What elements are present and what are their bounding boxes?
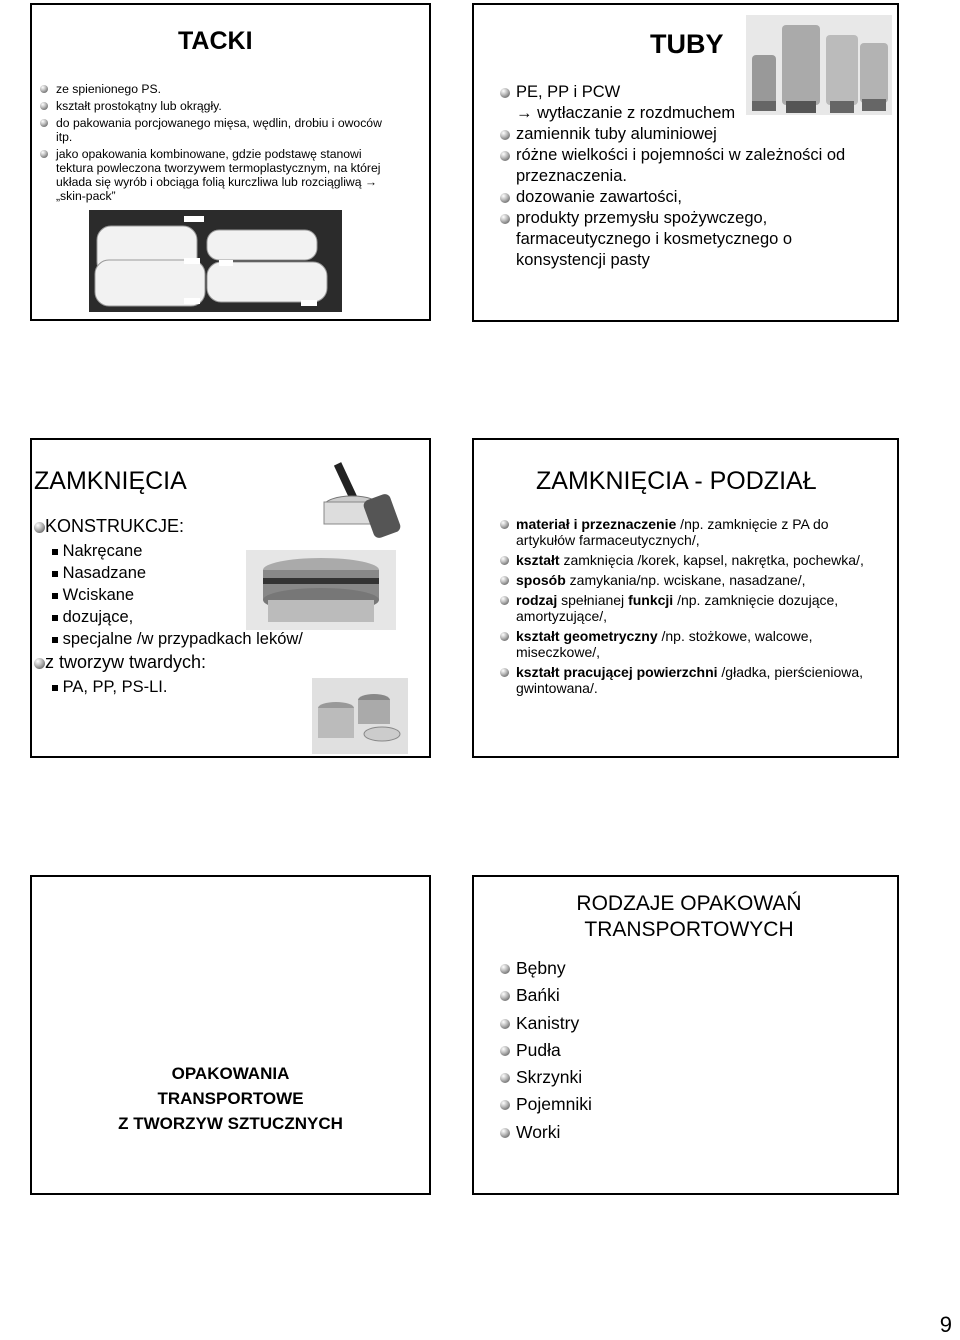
list-item: kształt pracującej powierzchni /gładka, pierścieniowa, gwintowana/. — [502, 664, 882, 696]
page-number: 9 — [939, 1312, 952, 1337]
slide-title: TUBY — [650, 29, 724, 59]
dispenser-closure-illustration — [292, 446, 402, 546]
list-item: dozowanie zawartości, — [502, 187, 882, 208]
bullet-icon — [52, 549, 58, 555]
bullet-icon — [500, 520, 509, 529]
slide-tuby — [472, 3, 899, 322]
bullet-icon — [500, 193, 510, 203]
list-item: Wciskane — [52, 584, 303, 606]
list-item: PE, PP i PCW → wytłaczanie z rozdmuchem — [502, 82, 882, 124]
bullet-icon — [500, 214, 510, 224]
bullet-icon — [500, 151, 510, 161]
list-item: Kanistry — [502, 1010, 592, 1037]
list-item: zamiennik tuby aluminiowej — [502, 124, 882, 145]
title-line: Z TWORZYW SZTUCZNYCH — [118, 1114, 343, 1133]
list-item: dozujące, — [52, 606, 303, 628]
slide-title: ZAMKNIĘCIA - PODZIAŁ — [536, 467, 817, 495]
list-item: rodzaj spełnianej funkcji /np. zamknięcie dozujące, amortyzujące/, — [502, 592, 882, 624]
bullet-list — [502, 955, 592, 1146]
bullet-icon — [500, 1100, 510, 1110]
bullet-icon — [500, 1073, 510, 1083]
list-item: produkty przemysłu spożywczego, farmaceutycznego i kosmetycznego o konsystencji pasty — [502, 208, 882, 271]
bullet-icon — [34, 522, 45, 533]
slide-title-block — [474, 891, 904, 943]
slide-opakowania-transportowe — [30, 875, 431, 1195]
title-line: OPAKOWANIA — [171, 1064, 290, 1083]
list-item: specjalne /w przypadkach leków/ — [52, 628, 303, 650]
slide-zamkniecia — [30, 438, 431, 758]
bullet-icon — [40, 119, 48, 127]
bullet-icon — [500, 632, 509, 641]
list-item: kształt geometryczny /np. stożkowe, walcowe, miseczkowe/, — [502, 628, 882, 660]
bullet-icon — [40, 102, 48, 110]
bullet-icon — [52, 637, 58, 643]
bullet-list — [40, 82, 400, 203]
bullet-icon — [500, 596, 509, 605]
slide-tacki — [30, 3, 431, 321]
closure-types-list — [52, 540, 303, 650]
bullet-icon — [500, 88, 510, 98]
bullet-icon — [500, 1019, 510, 1029]
konstrukcje-heading: KONSTRUKCJE: — [34, 516, 184, 537]
bullet-icon — [500, 576, 509, 585]
materials-heading: z tworzyw twardych: — [34, 652, 206, 673]
bullet-icon — [52, 615, 58, 621]
list-item: Nakręcane — [52, 540, 303, 562]
list-item: Nasadzane — [52, 562, 303, 584]
list-item: ze spienionego PS. — [40, 82, 400, 96]
containers-illustration — [312, 678, 408, 754]
bullet-icon — [500, 1046, 510, 1056]
slide-title: TACKI — [178, 27, 253, 55]
trays-photo — [89, 210, 342, 312]
list-item: Skrzynki — [502, 1064, 592, 1091]
trays-illustration — [89, 210, 342, 312]
closures-photo-top — [292, 446, 402, 546]
bullet-list — [502, 82, 882, 271]
slide-rodzaje-opakowan — [472, 875, 899, 1195]
list-item: różne wielkości i pojemności w zależności od przeznaczenia. — [502, 145, 882, 187]
materials-list — [52, 676, 167, 698]
list-item: Bańki — [502, 982, 592, 1009]
title-line: TRANSPORTOWYCH — [584, 918, 794, 941]
list-item: Bębny — [502, 955, 592, 982]
title-line: RODZAJE OPAKOWAŃ — [576, 892, 802, 915]
list-item: materiał i przeznaczenie /np. zamknięcie z PA do artykułów farmaceutycznych/, — [502, 516, 882, 548]
list-item: kształt zamknięcia /korek, kapsel, nakrętka, pochewka/, — [502, 552, 882, 568]
list-item: Pojemniki — [502, 1091, 592, 1118]
list-item: sposób zamykania/np. wciskane, nasadzane/, — [502, 572, 882, 588]
list-item: PA, PP, PS-LI. — [52, 676, 167, 698]
list-item: Worki — [502, 1119, 592, 1146]
closures-photo-bottom — [312, 678, 408, 754]
bullet-icon — [500, 556, 509, 565]
bullet-icon — [52, 571, 58, 577]
bullet-icon — [52, 685, 58, 691]
list-item: kształt prostokątny lub okrągły. — [40, 99, 400, 113]
bullet-icon — [34, 658, 45, 669]
slide-zamkniecia-podzial — [472, 438, 899, 758]
bullet-icon — [500, 964, 510, 974]
title-line: TRANSPORTOWE — [157, 1089, 304, 1108]
bullet-list — [502, 516, 882, 700]
bullet-icon — [500, 668, 509, 677]
bullet-icon — [500, 991, 510, 1001]
list-item: Pudła — [502, 1037, 592, 1064]
bullet-icon — [500, 1128, 510, 1138]
list-item: jako opakowania kombinowane, gdzie podstawę stanowi tektura powleczona tworzywem termoplastycznym, na której układa się wyrób i obciąga folią kurczliwa lub rozciągliwą → „skin-pack” — [40, 147, 400, 203]
bullet-icon — [40, 150, 48, 158]
slide-title-block — [32, 1061, 429, 1136]
bullet-icon — [52, 593, 58, 599]
bullet-icon — [500, 130, 510, 140]
bullet-icon — [40, 85, 48, 93]
list-item: do pakowania porcjowanego mięsa, wędlin, drobiu i owoców itp. — [40, 116, 400, 144]
slide-title: ZAMKNIĘCIA — [34, 467, 187, 495]
